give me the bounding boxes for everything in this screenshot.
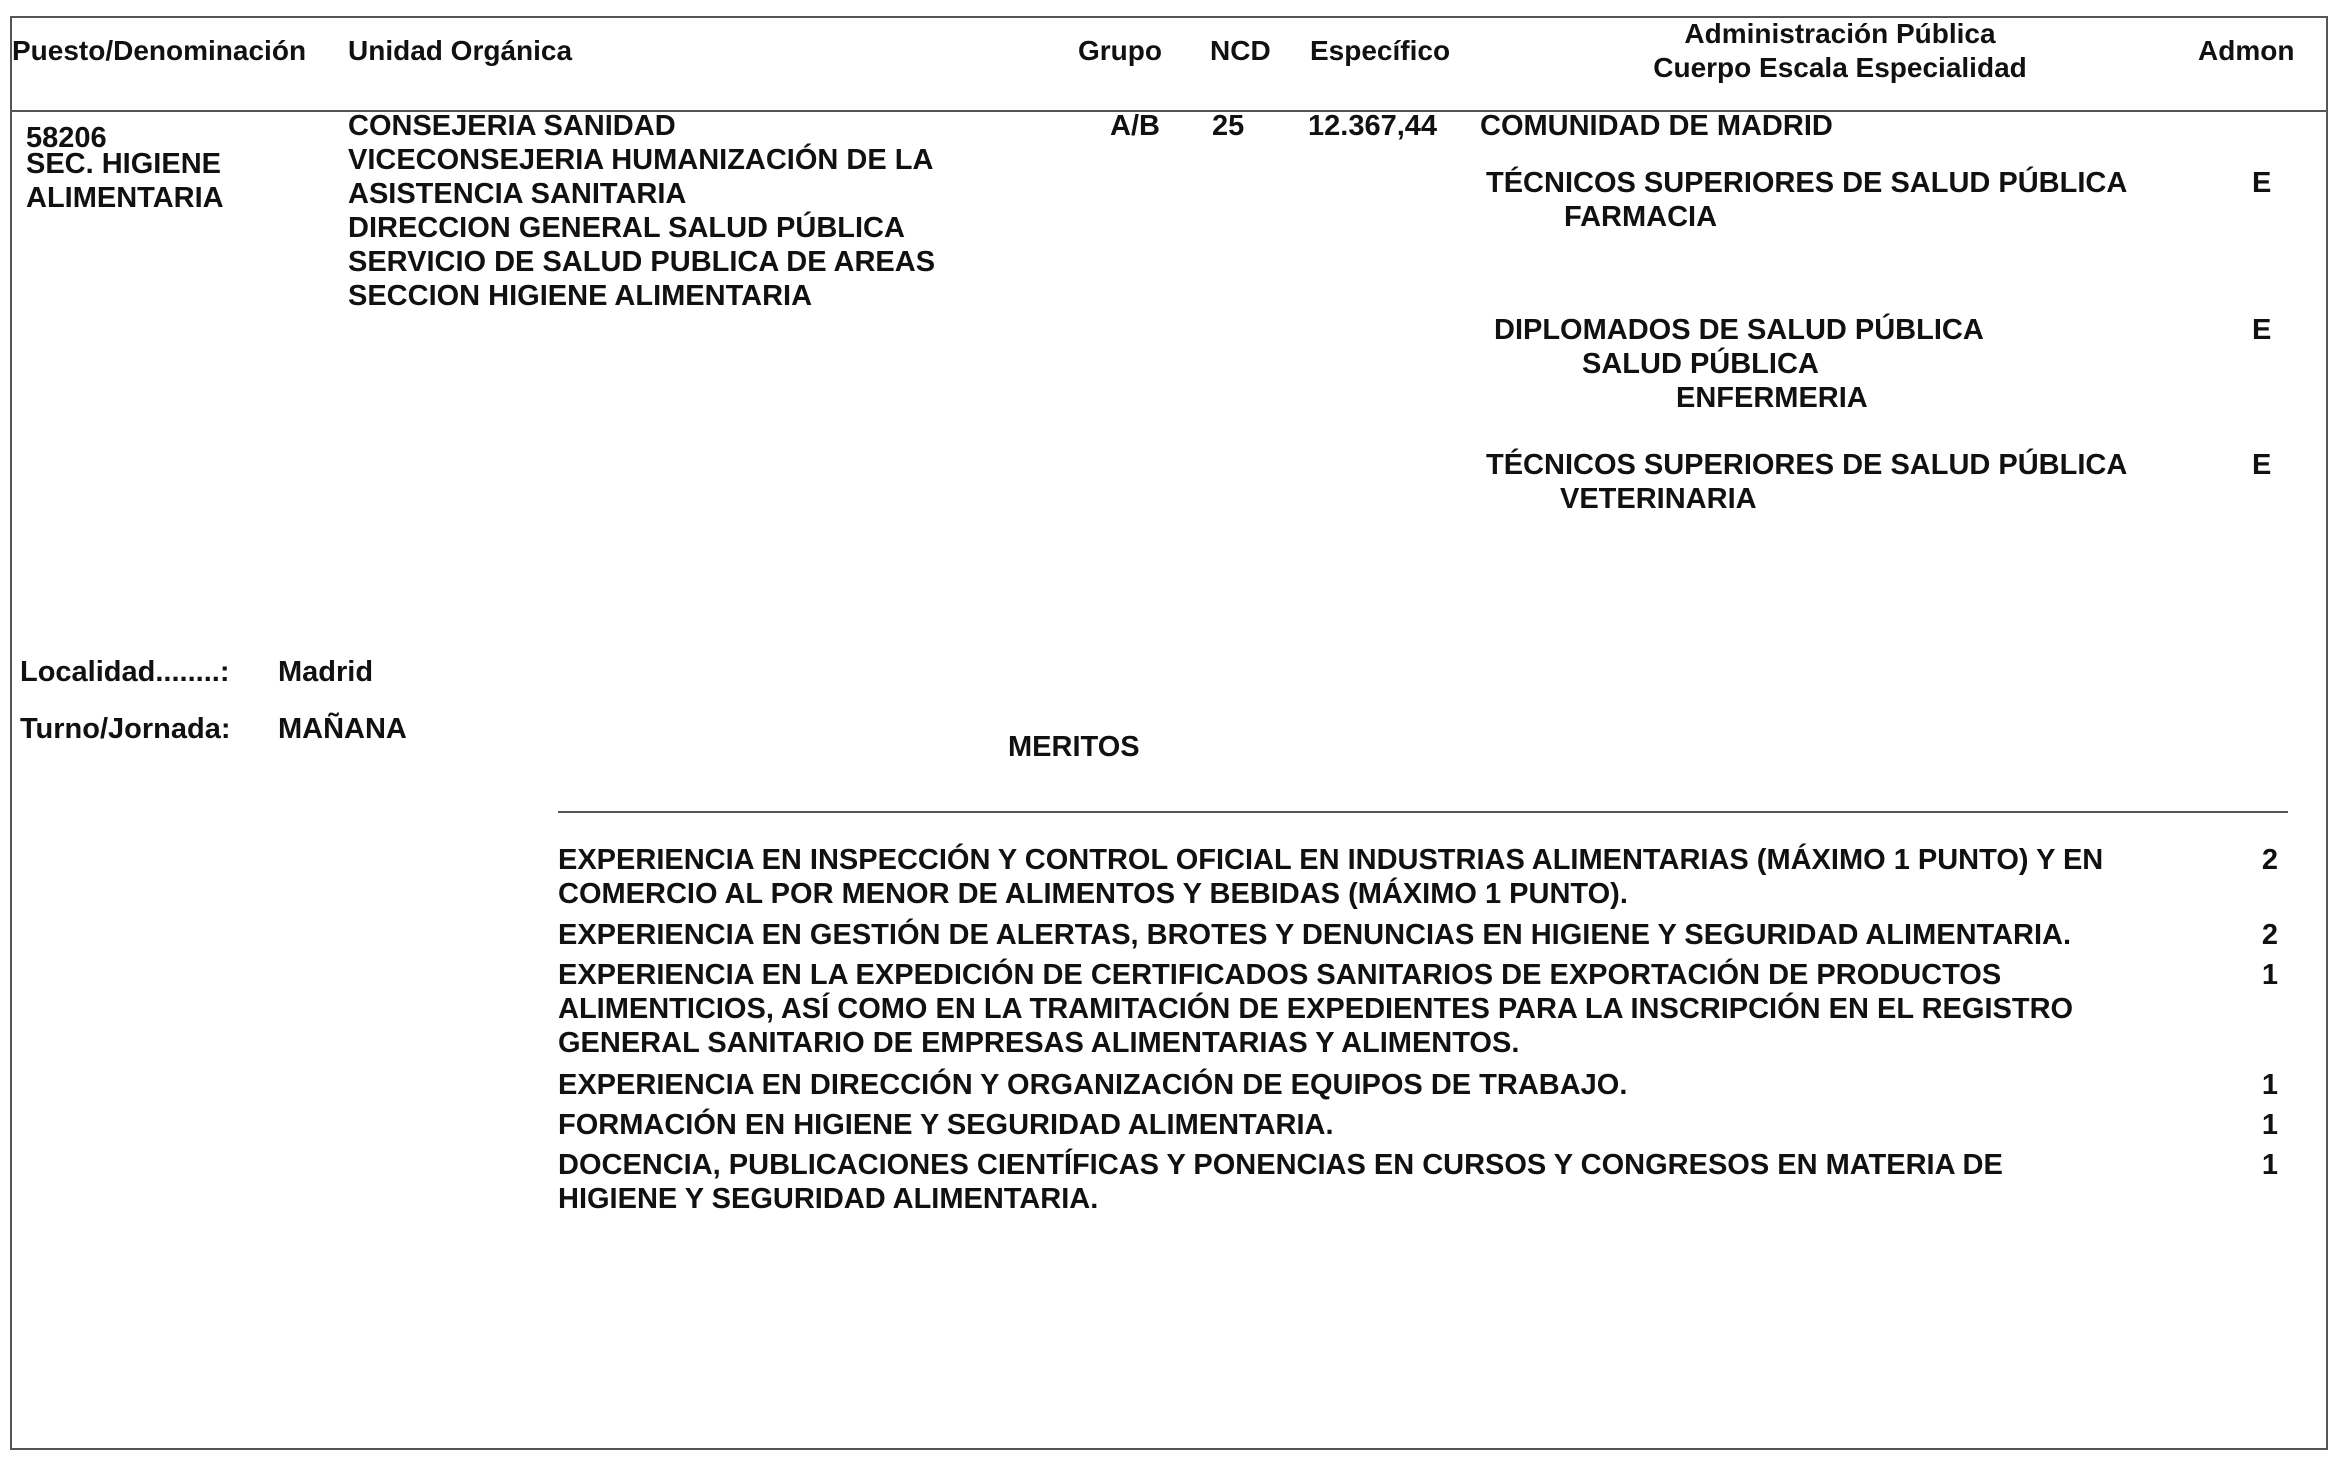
puesto-name-line2: ALIMENTARIA [26,182,224,214]
header-ncd: NCD [1210,35,1271,66]
unidad-line: SERVICIO DE SALUD PUBLICA DE AREAS [348,246,936,278]
unidad-line: VICECONSEJERIA HUMANIZACIÓN DE LA [348,144,934,176]
localidad-value: Madrid [278,656,374,688]
cuerpo-name: DIPLOMADOS DE SALUD PÚBLICA [1494,314,1984,346]
grupo-value: A/B [1110,110,1160,142]
merito-text: EXPERIENCIA EN LA EXPEDICIÓN DE CERTIFICADOS SANITARIOS DE EXPORTACIÓN DE PRODUCTOS ALIMENTICIOS, ASÍ COMO EN LA TRAMITACIÓN DE EXPEDIENTES PARA LA INSCRIPCIÓN EN EL REGISTRO GENERAL SANITARIO DE EMPRESAS ALIMENTARIAS Y ALIMENTOS. [558,959,2074,1059]
merito-text: DOCENCIA, PUBLICACIONES CIENTÍFICAS Y PONENCIAS EN CURSOS Y CONGRESOS EN MATERIA DE HIGIENE Y SEGURIDAD ALIMENTARIA. [558,1149,2003,1215]
unidad-line: DIRECCION GENERAL SALUD PÚBLICA [348,212,905,244]
cuerpo-escala: SALUD PÚBLICA [1582,348,1819,380]
especifico-value: 12.367,44 [1308,110,1438,142]
cuerpo-name: TÉCNICOS SUPERIORES DE SALUD PÚBLICA [1486,449,2128,481]
turno-value: MAÑANA [278,713,407,745]
meritos-title: MERITOS [1008,731,1140,763]
cuerpo-admon: E [2252,314,2272,346]
merito-points: 1 [2261,1149,2279,1181]
header-puesto: Puesto/Denominación [12,35,307,66]
localidad-label: Localidad........: [20,656,230,688]
header-unidad: Unidad Orgánica [348,35,573,66]
turno-label: Turno/Jornada: [20,713,231,745]
merito-text: FORMACIÓN EN HIGIENE Y SEGURIDAD ALIMENTARIA. [558,1109,1334,1141]
unidad-line: CONSEJERIA SANIDAD [348,110,676,142]
cuerpo-admon: E [2252,449,2272,481]
cuerpo-escala: VETERINARIA [1560,483,1757,515]
administracion-value: COMUNIDAD DE MADRID [1480,110,1833,142]
merito-points: 2 [2261,844,2279,876]
merito-points: 1 [2261,959,2279,991]
puesto-name-line1: SEC. HIGIENE [26,148,221,180]
puesto-code: 58206 [26,122,107,154]
header-admon: Admon [2198,35,2295,66]
cuerpo-admon: E [2252,167,2272,199]
merito-text: EXPERIENCIA EN DIRECCIÓN Y ORGANIZACIÓN DE EQUIPOS DE TRABAJO. [558,1069,1628,1101]
header-grupo: Grupo [1078,35,1162,66]
header-especifico: Específico [1310,35,1451,66]
cuerpo-name: TÉCNICOS SUPERIORES DE SALUD PÚBLICA [1486,167,2128,199]
merito-points: 1 [2261,1109,2279,1141]
ncd-value: 25 [1212,110,1245,142]
merito-text: EXPERIENCIA EN INSPECCIÓN Y CONTROL OFICIAL EN INDUSTRIAS ALIMENTARIAS (MÁXIMO 1 PUNTO) Y EN COMERCIO AL POR MENOR DE ALIMENTOS Y BEBIDAS (MÁXIMO 1 PUNTO). [558,844,2104,910]
unidad-line: ASISTENCIA SANITARIA [348,178,687,210]
header-admin-publica: Administración Pública [1684,18,1996,49]
cuerpo-escala: FARMACIA [1564,201,1718,233]
merito-points: 2 [2261,919,2279,951]
merito-points: 1 [2261,1069,2279,1101]
meritos-divider [558,811,2288,813]
header-cuerpo-escala: Cuerpo Escala Especialidad [1653,52,2027,83]
unidad-line: SECCION HIGIENE ALIMENTARIA [348,280,813,312]
merito-text: EXPERIENCIA EN GESTIÓN DE ALERTAS, BROTES Y DENUNCIAS EN HIGIENE Y SEGURIDAD ALIMENTARIA. [558,919,2072,951]
cuerpo-especialidad: ENFERMERIA [1676,382,1868,414]
